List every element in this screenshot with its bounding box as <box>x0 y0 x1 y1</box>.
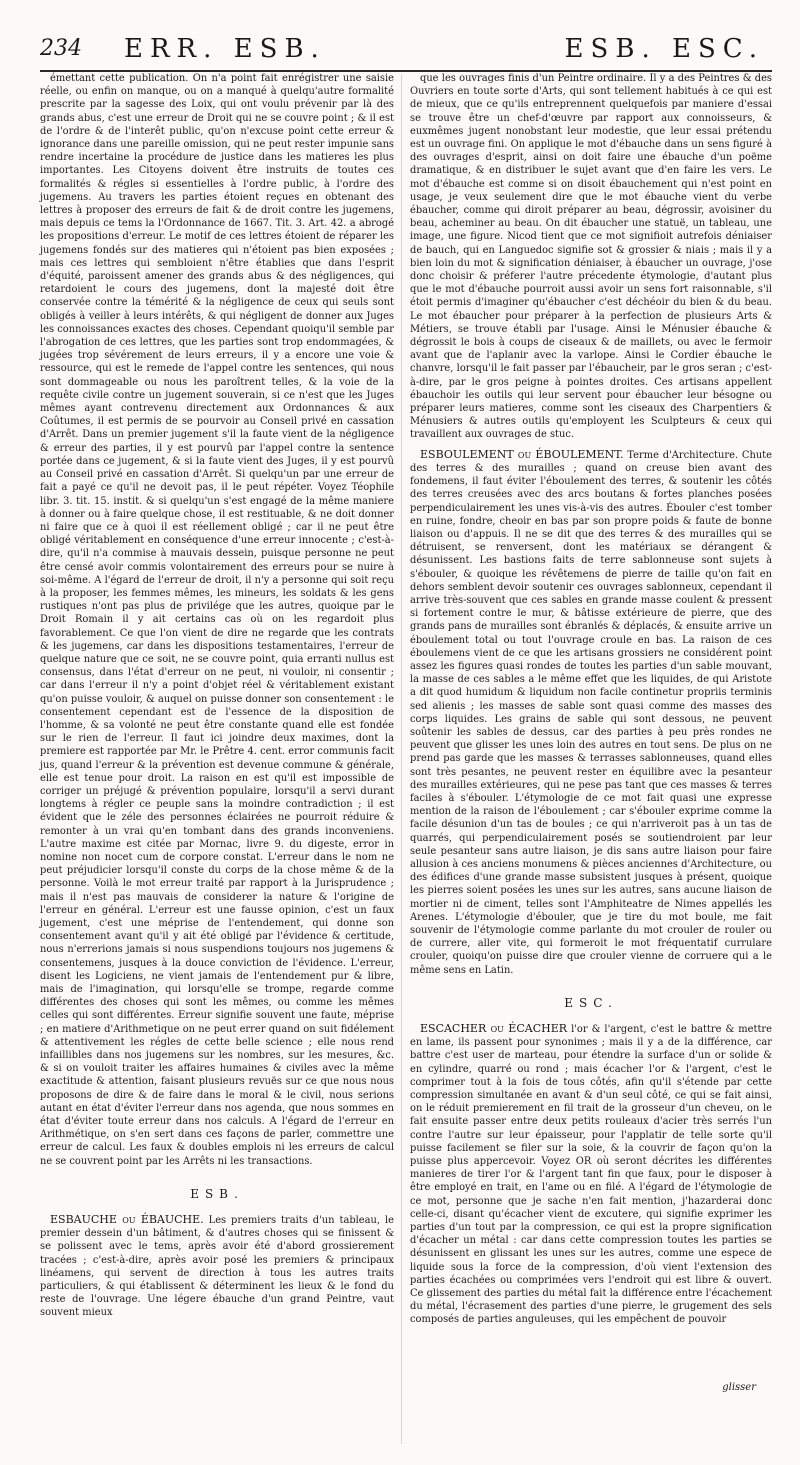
entry-term-esbauche: ESBAUCHE ou ÉBAUCHE. <box>50 1213 204 1227</box>
entry-esboulement <box>410 448 772 977</box>
section-heading-esb: ESB. <box>190 1186 244 1201</box>
right-column <box>410 72 772 1327</box>
err-entry-continuation: émettant cette publication. On n'a point fait enrégistrer une saisie réelle, ou enfin on manque, ou on a manqué à quelqu'autre formalité prescrite par la sagesse des Loix, qui ont voulu prévenir par là des grands abus, c'est une erreur de Droit qui ne se couvre point ; & il est de l'ordre & de l'interêt public, qu'on n'excuse point cette erreur & ignorance dans une pareille omission, qui ne peut rester impunie sans rendre incertaine la procédure de justice dans les matieres les plus importantes. Les Citoyens doivent être instruits de toutes ces formalités & régles si essentielles à l'ordre public, à l'ordre des jugemens. Au travers les parties étoient reçues en obtenant des lettres à proposer des erreurs de fait & de droit contre les jugemens, mais depuis ce tems la l'Ordonnance de 1667. Tit. 3. Art. 42. a abrogé les propositions d'erreur. Le motif de ces lettres étoient de réparer les jugemens fondés sur des matieres qui n'étoient pas bien exposées ; mais ces lettres qui sembloient n'être établies que dans l'esprit d'équité, paroissent amener des grands abus & des négligences, qui retardoient le cours des jugemens, dont la majesté doit être conservée contre la témérité & la négligence de ceux qui seuls sont obligés à veiller à leurs intérêts, & qui négligent de donner aux Juges les connoissances exactes des choses. Cependant quoiqu'il semble par l'abrogation de ces lettres, que les parties sont trop endommagées, & jugées trop sévérement de leurs erreurs, il y a encore une voie & ressource, qui est le remede de l'appel contre les sentences, qui nous sont dommageable ou nous les paroîtrent telles, & la voie de la requête civile contre un jugement souverain, si ce n'est que les Juges mêmes ayant contrevenu directement aux Ordonnances & aux Coûtumes, il est permis de se pourvoir au Conseil privé en cassation d'Arrêt. Dans un premier jugement s'il la faute vient de la négligence & erreur des parties, il y est pourvû par l'appel contre la sentence portée dans ce jugement, & si la faute vient des Juges, il y est pourvû au Conseil privé en cassation d'Arrêt. Si quelqu'un par une erreur de fait a payé ce qu'il ne devoit pas, il le peut répéter. Voyez Téophile libr. 3. tit. 15. instit. & si quelqu'un s'est engagé de la même maniere à donner ou à faire quelque chose, il est restituable, & ne doit donner ni faire que ce à quoi il est réellement obligé ; car il ne peut être obligé véritablement en conséquence d'une erreur innocente ; c'est-à-dire, qu'il n'a commise à mauvais dessein, puisque personne ne peut être censé avoir commis volontairement des erreurs pour se nuire à soi-même. A l'égard de l'erreur de droit, il n'y a personne qui soit reçu à la proposer, les femmes mêmes, les mineurs, les soldats & les gens rustiques n'ont pas plus de privilége que les autres, quoique par le Droit Romain il y ait certains cas où on les regardoit plus favorablement. Ce que l'on vient de dire ne regarde que les contrats & les jugemens, car dans les dispositions testamentaires, l'erreur de quelque nature que ce soit, ne se couvre point, quia erranti nullus est consensus, dans l'état d'erreur on ne peut, ni vouloir, ni consentir ; car dans l'erreur il n'y a point d'objet réel & véritablement existant qu'on puisse vouloir, & auquel on puisse donner son consentement : le consentement cependant est de l'essence de la disposition de l'homme, & sa volonté ne peut être constante quand elle est fondée sur le rien de l'erreur. Il faut ici joindre deux maximes, dont la premiere est rapportée par Mr. le Prêtre 4. cent. error communis facit jus, quand l'erreur & la prévention est devenue commune & générale, elle est tenue pour droit. La raison en est qu'il est impossible de corriger un préjugé & prévention populaire, lorsqu'il a servi durant longtems à régler ce peuple sans la moindre contradiction ; il est évident que le zéle des personnes éclairées ne pourroit réduire & remonter à un vrai qu'en tombant dans des grands inconveniens. L'autre maxime est citée par Mornac, livre 9. du digeste, error in nomine non nocet cum de corpore constat. L'erreur dans le nom ne peut préjudicier lorsqu'il conste du corps de la chose même & de la personne. Voilà le mot erreur traité par rapport à la Jurisprudence ; mais il n'est pas mauvais de considerer la nature & l'origine de l'erreur en général. L'erreur est une fausse opinion, c'est un faux jugement, c'est une méprise de l'entendement, qui donne son consentement avant qu'il y ait été obligé par l'évidence & certitude, nous n'errerions jamais si nous suspendions toujours nos jugemens & consentemens, jusques à la douce conviction de l'évidence. L'erreur, disent les Logiciens, ne vient jamais de l'entendement pur & libre, mais de l'imagination, qui lorsqu'elle se trompe, regarde comme différentes des choses qui sont les mêmes, ou comme les mêmes celles qui sont différentes. Erreur signifie souvent une faute, méprise ; en matiere d'Arithmetique on ne peut errer quand on suit fidélement & attentivement les régles de cette belle science ; elle nous rend infaillibles dans nos jugemens sur les nombres, sur les mesures, &c. & si on vouloit traiter les affaires humaines & civiles avec la même exactitude & attention, faisant plusieurs revuës sur ce que nous nous proposons de dire & de faire dans le moral & le civil, nous serions autant en état d'éviter l'erreur dans nos agenda, que nous sommes en état d'éviter toute erreur dans nos calculs. A l'égard de l'erreur en Arithmétique, on s'en sert dans ces façons de parler, commettre une erreur de calcul. Les faux & doubles emplois ni les erreurs de calcul ne se couvrent point par les Arrêts ni les transactions. <box>40 73 394 1167</box>
entry-text-esboulement: Terme d'Architecture. Chute des terres & des murailles ; quand on creuse bien avant des fondemens, il faut éviter l'éboulement des terres, & soutenir les côtés des terres creusées avec des arcs boutans & fortes planches posées perpendiculairement les unes vis-à-vis des autres. Ébouler c'est tomber en ruine, fondre, cheoir en bas par son propre poids & faute de bonne liaison ou d'appuis. Il ne se dit que des terres & des murailles qui se détruisent, se renversent, dont les matériaux se dérangent & désunissent. Les bastions faits de terre sablonneuse sont sujets à s'ébouler, & quoique les révêtemens de pierre de taille qu'on fait en dehors semblent devoir soutenir ces ouvrages sablonneux, cependant il arrive très-souvent que ces sables en grande masse coulent & pressent si fortement contre le mur, & bâtisse extérieure de pierre, que des grands pans de murailles sont ébranlés & déplacés, & ensuite arrive un éboulement total ou tout l'ouvrage croule en bas. La raison de ces éboulemens vient de ce que les artisans grossiers ne considérent point assez les figures quasi rondes de toutes les parties d'un sable mouvant, la masse de ces sables a le même effet que les liquides, de qui Aristote a dit quod humidum & liquidum non facile continetur propriis terminis sed alienis ; les masses de sable sont quasi comme des masses des corps liquides. Les grains de sable qui sont dessous, ne peuvent soûtenir les sables de dessus, car des parties à peu près rondes ne peuvent que glisser les unes loin des autres en tout sens. De plus on ne prend pas garde que les masses & terrasses sablonneuses, quand elles sont très pesantes, ne peuvent rester en équilibre avec la pesanteur des murailles extérieures, qui ne pese pas tant que ces masses & terres faciles à s'ébouler. L'étymologie de ce mot fait quasi une expresse mention de la raison de l'éboulement ; car s'ébouler exprime comme la facile désunion d'un tas de boules ; ce qui n'arriveroit pas à un tas de quarrés, qui perpendiculairement posés se soutiendroient par leur seule pesanteur sans autre liaison, je dis sans autre liaison pour faire allusion à ces anciens monumens & pièces anciennes d'Architecture, ou des édifices d'une grande masse subsistent jusques à présent, quoique les pierres soient posées les unes sur les autres, sans aucune liaison de mortier ni de ciment, telles sont l'Amphiteatre de Nimes appellés les Arenes. L'étymologie d'ébouler, que je tire du mot boule, me fait souvenir de l'étymologie comme parlante du mot crouler de rouler ou de currere, aller vite, qui formeroit le mot fréquentatif currulare crouler, quoiqu'on puisse dire que crouler vienne de corruere qui a le même sens en Latin. <box>410 449 772 976</box>
entry-term-escacher: ESCACHER ou ÉCACHER <box>420 1022 568 1036</box>
left-running-head: ERR. ESB. <box>124 34 326 64</box>
entry-text-escacher: l'or & l'argent, c'est le battre & mettre en lame, ils passent pour synonimes ; mais il y a de la différence, car battre c'est user de marteau, pour étendre la surface d'un or solide & en cylindre, quarré ou rond ; mais écacher l'or & l'argent, c'est le comprimer tout à la fois de tous côtés, afin qu'il s'étende par cette compression simultanée en avant & d'un seul côté, ce qui se fait ainsi, on le réduit premierement en fil trait de la grosseur d'un cheveu, on le fait ensuite passer entre deux petits rouleaux d'acier très serrés l'un contre l'autre sur leur épaisseur, pour l'applatir de telle sorte qu'il puisse facilement se filer sur la soie, & la couvrir de façon qu'on la puisse plus appercevoir. Voyez OR où seront décrites les différentes manieres de tirer l'or & l'argent tant fin que faux, pour le disposer à être employé en trait, en l'ame ou en filé. A l'égard de l'étymologie de ce mot, personne que je sache n'en fait mention, j'hazarderai donc celle-ci, disant qu'écacher vient de excutere, qui signifie exprimer les parties d'un tout par la compression, ce qui est la propre signification d'écacher un métal : car dans cette compression toutes les parties se désunissent en glissant les unes sur les autres, comme une espece de liquide sous la force de la compression, d'où vient l'extension des parties écachées ou comprimées vers l'endroit qui est libre & ouvert. Ce glissement des parties du métal fait la différence entre l'écachement du métal, l'écrasement des parties d'une pierre, le grugement des sels composés de parties anguleuses, qui les empêchent de pouvoir <box>410 1024 772 1326</box>
page-number: 234 <box>40 36 82 61</box>
entry-text-esbauche: Les premiers traits d'un tableau, le premier dessein d'un bâtiment, & d'autres choses qui se finissent & se polissent avec le tems, après avoir été d'abord grossierement tracées ; c'est-à-dire, après avoir posé les premiers & principaux linéamens, qui servent de direction à tous les autres traits particuliers, & qui établissent & déterminent les lieux & le fond du reste de l'ouvrage. Une légere ébauche d'un grand Peintre, vaut souvent mieux <box>40 1215 394 1319</box>
entry-esbauche <box>40 1213 394 1320</box>
column-divider <box>401 74 402 1444</box>
esbauche-entry-continuation: que les ouvrages finis d'un Peintre ordinaire. Il y a des Peintres & des Ouvriers en toute sorte d'Arts, qui sont tellement habitués à ce qui est de mieux, que ce qu'ils entreprennent quelquefois par maniere d'essai se trouve être un chef-d'œuvre par rapport aux connoisseurs, & euxmêmes jugent nonobstant leur modestie, que leur essai prétendu est un ouvrage fini. On applique le mot d'ébauche dans un sens figuré à des ouvrages d'esprit, ainsi on doit faire une ébauche d'un poëme dramatique, & en distribuer le sujet avant que d'en faire les vers. Le mot d'ébauche est comme si on disoit ébauchement qui n'est point en usage, je veux seulement dire que le mot ébauche vient du verbe ébaucher, comme qui diroit préparer au beau, dégrossir, avoisiner du beau, acheminer au beau. On dit ébaucher une statuë, un tableau, une image, une figure. Nicod tient que ce mot signifioit autrefois déniaiser de bauch, qui en Languedoc signifie sot & grossier & niais ; mais il y a bien loin du mot & signification déniaiser, à ébaucher un ouvrage, j'ose donc choisir & préferer l'autre précedente étymologie, d'autant plus que le mot d'ébauche pourroit aussi avoir un sens fort raisonnable, s'il étoit permis d'imaginer qu'ébaucher c'est déchéoir du bien & du beau. Le mot ébaucher pour préparer à la perfection de plusieurs Arts & Métiers, se trouve établi par l'usage. Ainsi le Ménusier ébauche & dégrossit le bois à coups de ciseaux & de maillets, ou avec le fermoir avant que de l'aplanir avec la varlope. Ainsi le Cordier ébauche le chanvre, lorsqu'il le fait passer par l'ébaucheir, par le gros seran ; c'est-à-dire, par le gros peigne à pointes droites. Ces artisans appellent ébauchoir les outils qui leur servent pour ébaucher leur bésogne ou préparer leurs matieres, comme sont les ciseaux des Charpentiers & Ménusiers & autres outils qu'employent les Sculpteurs & ceux qui travaillent aux ouvrages de stuc. <box>410 73 772 441</box>
entry-escacher <box>410 1022 772 1327</box>
page-header <box>40 34 772 72</box>
catchword: glisser <box>722 1382 756 1393</box>
section-heading-esc: ESC. <box>564 995 618 1010</box>
right-running-head: ESB. ESC. <box>564 34 764 64</box>
entry-term-esboulement: ESBOULEMENT ou ÉBOULEMENT. <box>420 447 624 461</box>
left-column <box>40 72 394 1320</box>
